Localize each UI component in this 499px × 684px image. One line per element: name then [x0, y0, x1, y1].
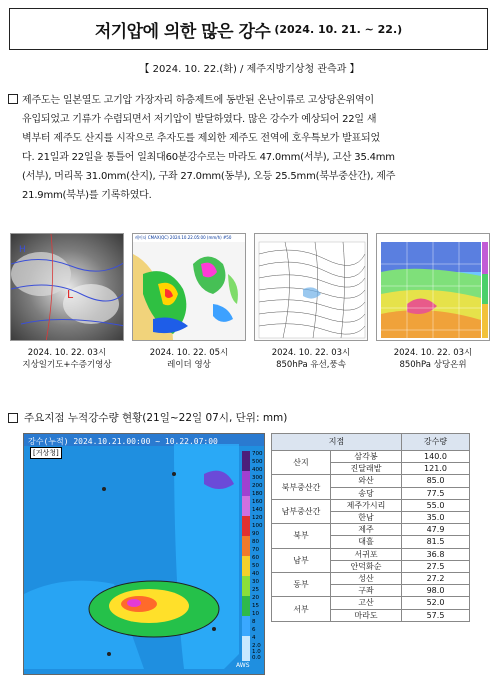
scale-label: 10 — [252, 611, 259, 617]
point-cell: 구좌 — [331, 585, 402, 597]
value-cell: 121.0 — [402, 463, 470, 475]
scale-label: 2.0 — [252, 643, 261, 649]
region-cell: 동부 — [272, 573, 331, 597]
point-cell: 마라도 — [331, 609, 402, 621]
streamline-image — [254, 233, 368, 341]
figure-radar — [132, 233, 246, 371]
figure-surface-chart — [10, 233, 124, 371]
figure-850-streamline — [254, 233, 368, 371]
subheading: 【 2024. 10. 22.(화) / 제주지방기상청 관측과 】 — [139, 64, 360, 75]
value-cell: 36.8 — [402, 548, 470, 560]
figure-caption: 850hPa 유선,풍속 — [276, 360, 346, 370]
map-header: 강수(누적) 2024.10.21.00:00 ~ 10.22.07:00 — [28, 437, 218, 446]
value-cell: 52.0 — [402, 597, 470, 609]
point-cell: 서귀포 — [331, 548, 402, 560]
figure-850-ept — [376, 233, 490, 371]
table-row — [272, 475, 470, 487]
scale-label: 60 — [252, 555, 259, 561]
figure-date: 2024. 10. 22. 03시 — [393, 348, 473, 358]
figure-caption: 레이더 영상 — [167, 360, 211, 370]
point-cell: 삼각봉 — [331, 451, 402, 463]
point-cell: 와산 — [331, 475, 402, 487]
table-row — [272, 597, 470, 609]
paragraph-line: 다. 21일과 22일을 통틀어 일최대60분강수로는 마라도 47.0mm(서부), 고산 35.4mm — [22, 152, 395, 163]
figure-row — [10, 233, 490, 378]
point-cell: 한남 — [331, 512, 402, 524]
scale-label: 300 — [252, 475, 263, 481]
paragraph-line: 제주도는 일본열도 고기압 가장자리 하층제트에 동반된 온난이류로 고상당온위역이 — [22, 95, 374, 106]
scale-label: 200 — [252, 483, 263, 489]
scale-label: 400 — [252, 467, 263, 473]
scale-label: 15 — [252, 603, 259, 609]
region-cell: 남부중산간 — [272, 499, 331, 523]
summary-paragraph — [8, 91, 492, 205]
point-cell: 대흘 — [331, 536, 402, 548]
point-cell: 송당 — [331, 487, 402, 499]
value-cell: 81.5 — [402, 536, 470, 548]
region-cell: 남부 — [272, 548, 331, 572]
scale-label: 25 — [252, 587, 259, 593]
scale-label: 160 — [252, 499, 263, 505]
paragraph-line: (서부), 머리목 31.0mm(산지), 구좌 27.0mm(동부), 오등 25.5mm(북부중산간), 제주 — [22, 171, 396, 182]
scale-label: 40 — [252, 571, 259, 577]
color-scale-bar — [242, 451, 250, 661]
table-row — [272, 524, 470, 536]
paragraph-line: 유입되었고 기류가 수렴되면서 저기압이 발달하였다. 많은 강수가 예상되어 22일 새 — [22, 114, 377, 125]
title-period: (2024. 10. 21. ~ 22.) — [274, 22, 403, 36]
table-header-point: 지점 — [272, 434, 402, 451]
scale-label: 180 — [252, 491, 263, 497]
scale-label: 100 — [252, 523, 263, 529]
map-corner-label: AWS — [236, 662, 250, 669]
point-cell: 제주가시리 — [331, 499, 402, 511]
point-cell: 성산 — [331, 573, 402, 585]
region-cell: 산지 — [272, 451, 331, 475]
value-cell: 85.0 — [402, 475, 470, 487]
scale-label: 0.0 — [252, 655, 261, 661]
value-cell: 57.5 — [402, 609, 470, 621]
scale-label: 8 — [252, 619, 256, 625]
figure-date: 2024. 10. 22. 03시 — [271, 348, 351, 358]
point-cell: 제주 — [331, 524, 402, 536]
value-cell: 27.5 — [402, 560, 470, 572]
point-cell: 진달래밭 — [331, 463, 402, 475]
region-cell: 서부 — [272, 597, 331, 621]
svg-text:L: L — [67, 288, 74, 301]
square-bullet-icon — [8, 94, 18, 104]
value-cell: 98.0 — [402, 585, 470, 597]
figure-date: 2024. 10. 22. 03시 — [27, 348, 107, 358]
scale-label: 700 — [252, 451, 263, 457]
page-title: 저기압에 의한 많은 강수 — [94, 21, 271, 42]
region-cell: 북부 — [272, 524, 331, 548]
square-bullet-icon — [8, 413, 18, 423]
paragraph-line: 21.9mm(북부)를 기록하였다. — [22, 190, 152, 201]
figure-caption: 850hPa 상당온위 — [399, 360, 467, 370]
title-box — [9, 8, 488, 50]
table-row — [272, 499, 470, 511]
section-rainfall-title — [8, 410, 287, 425]
scale-label: 90 — [252, 531, 259, 537]
map-tag: [거상청] — [30, 447, 62, 459]
value-cell: 77.5 — [402, 487, 470, 499]
table-row — [272, 451, 470, 463]
scale-label: 70 — [252, 547, 259, 553]
table-row — [272, 573, 470, 585]
color-scale — [242, 451, 262, 661]
scale-label: 50 — [252, 563, 259, 569]
scale-label: 30 — [252, 579, 259, 585]
surface-chart-image — [10, 233, 124, 341]
scale-label: 120 — [252, 515, 263, 521]
point-cell: 안덕화순 — [331, 560, 402, 572]
value-cell: 47.9 — [402, 524, 470, 536]
figure-date: 2024. 10. 22. 05시 — [149, 348, 229, 358]
scale-label: 80 — [252, 539, 259, 545]
value-cell: 55.0 — [402, 499, 470, 511]
table-row — [272, 548, 470, 560]
table-header-value: 강수량 — [402, 434, 470, 451]
point-cell: 고산 — [331, 597, 402, 609]
rainfall-table — [271, 433, 470, 622]
scale-label: 4 — [252, 635, 256, 641]
scale-label: 20 — [252, 595, 259, 601]
scale-label: 6 — [252, 627, 256, 633]
value-cell: 140.0 — [402, 451, 470, 463]
accumulated-rainfall-map — [23, 433, 265, 675]
paragraph-line: 벽부터 제주도 산지를 시작으로 추자도를 제외한 제주도 전역에 호우특보가 발표되었 — [22, 133, 380, 144]
ept-image — [376, 233, 490, 341]
figure-caption: 지상일기도+수증기영상 — [22, 360, 112, 370]
radar-image — [132, 233, 246, 341]
value-cell: 27.2 — [402, 573, 470, 585]
region-cell: 북부중산간 — [272, 475, 331, 499]
scale-label: 500 — [252, 459, 263, 465]
svg-text:H: H — [19, 245, 26, 255]
scale-label: 140 — [252, 507, 263, 513]
radar-header: 레이더 CMAX(QC) 2024.10.22.05:00 (mm/h) #50 — [135, 235, 232, 240]
scale-label: 1.0 — [252, 649, 261, 655]
section-title-text: 주요지점 누적강수량 현황(21일~22일 07시, 단위: mm) — [24, 412, 288, 424]
value-cell: 35.0 — [402, 512, 470, 524]
